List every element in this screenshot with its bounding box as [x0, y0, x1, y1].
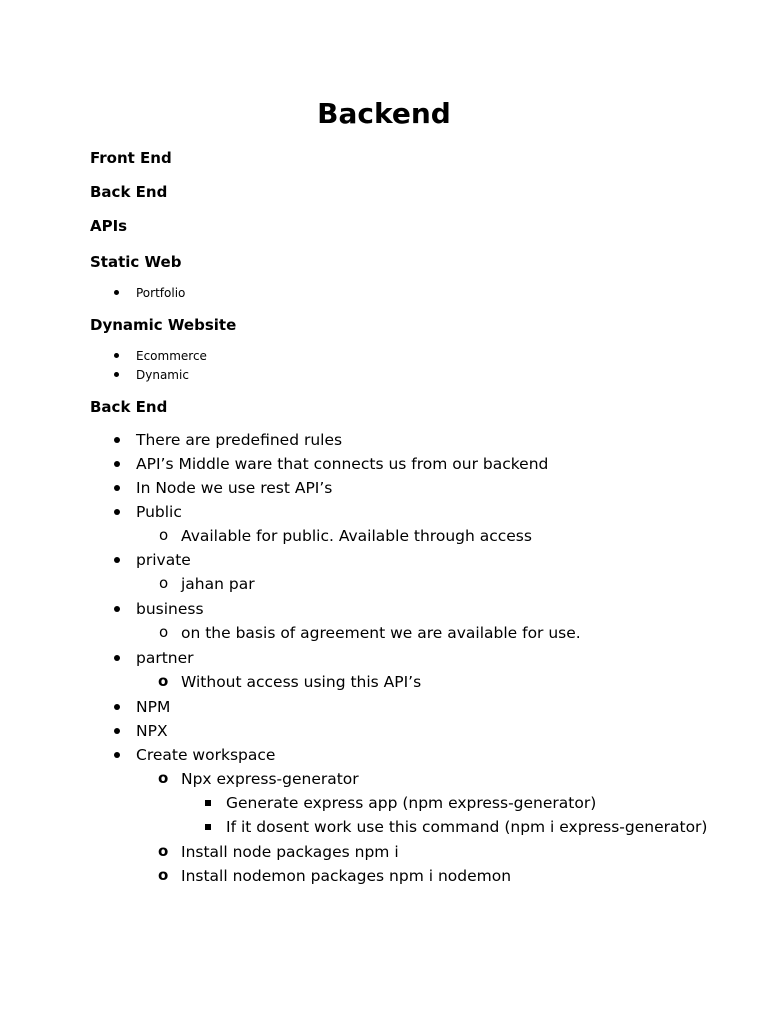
circle-bullet-icon: o [158, 672, 169, 690]
heading-back-end-2: Back End [90, 398, 168, 416]
bullet-icon [114, 557, 120, 563]
bullet-icon [114, 752, 120, 758]
list-item-npx: NPX [136, 722, 168, 740]
list-item-partner: partner [136, 649, 194, 667]
bullet-icon [114, 290, 119, 295]
bullet-icon [114, 728, 120, 734]
list-item-public-sub: Available for public. Available through access [181, 527, 532, 545]
heading-dynamic-website: Dynamic Website [90, 316, 237, 334]
list-item-dynamic: Dynamic [136, 368, 189, 382]
bullet-icon [114, 485, 120, 491]
list-item-middleware: API’s Middle ware that connects us from our backend [136, 455, 549, 473]
list-item-business: business [136, 600, 204, 618]
bullet-icon [114, 372, 119, 377]
list-item-private-sub: jahan par [181, 575, 255, 593]
bullet-icon [114, 655, 120, 661]
list-item-private: private [136, 551, 191, 569]
list-item-workspace: Create workspace [136, 746, 276, 764]
list-item-partner-sub: Without access using this API’s [181, 673, 422, 691]
square-bullet-icon [205, 800, 211, 806]
bullet-icon [114, 509, 120, 515]
list-item-install-nodemon: Install nodemon packages npm i nodemon [181, 867, 512, 885]
list-item-business-sub: on the basis of agreement we are available for use. [181, 624, 581, 642]
bullet-icon [114, 704, 120, 710]
list-item-install-node: Install node packages npm i [181, 843, 399, 861]
heading-front-end: Front End [90, 149, 172, 167]
list-item-rules: There are predefined rules [136, 431, 343, 449]
bullet-icon [114, 437, 120, 443]
list-item-generator: Npx express-generator [181, 770, 359, 788]
list-item-fallback-command: If it dosent work use this command (npm i express-generator) [226, 818, 708, 836]
heading-static-web: Static Web [90, 253, 182, 271]
circle-bullet-icon: o [159, 623, 169, 641]
heading-apis: APIs [90, 217, 128, 235]
square-bullet-icon [205, 824, 211, 830]
list-item-ecommerce: Ecommerce [136, 349, 207, 363]
bullet-icon [114, 606, 120, 612]
list-item-npm: NPM [136, 698, 171, 716]
circle-bullet-icon: o [158, 866, 169, 884]
heading-back-end: Back End [90, 183, 168, 201]
circle-bullet-icon: o [158, 842, 169, 860]
bullet-icon [114, 353, 119, 358]
list-item-public: Public [136, 503, 182, 521]
circle-bullet-icon: o [158, 769, 169, 787]
document-title: Backend [317, 97, 451, 130]
circle-bullet-icon: o [159, 526, 169, 544]
list-item-generate-app: Generate express app (npm express-generator) [226, 794, 597, 812]
circle-bullet-icon: o [159, 574, 169, 592]
list-item-node: In Node we use rest API’s [136, 479, 333, 497]
bullet-icon [114, 461, 120, 467]
list-item-portfolio: Portfolio [136, 286, 186, 300]
